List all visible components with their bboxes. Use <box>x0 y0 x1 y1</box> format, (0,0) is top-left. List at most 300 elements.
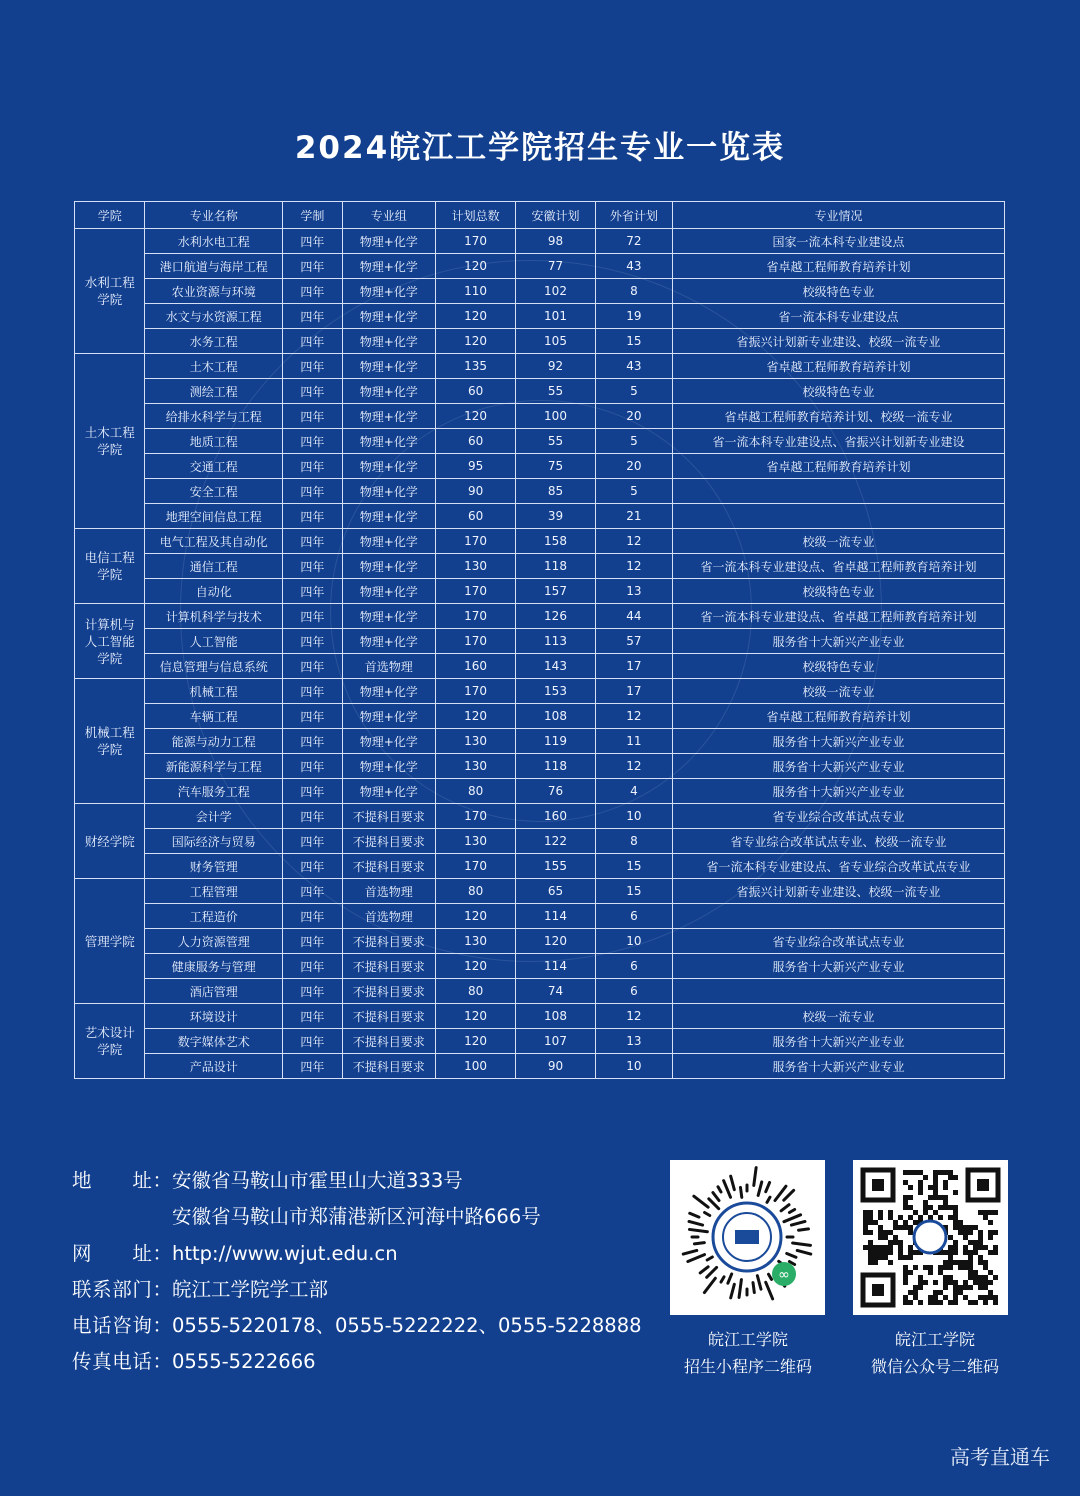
website-label: 网 址： <box>72 1241 172 1265</box>
qr-caption-line: 皖江工学院 <box>894 1330 975 1349</box>
cell-major: 财务管理 <box>145 854 283 879</box>
header-duration: 学制 <box>283 202 343 229</box>
cell-total-plan: 130 <box>435 729 515 754</box>
cell-anhui-plan: 143 <box>516 654 595 679</box>
cell-major-notes: 省专业综合改革试点专业、校级一流专业 <box>673 829 1005 854</box>
cell-other-province-plan: 19 <box>595 304 672 329</box>
cell-subject-group: 物理+化学 <box>342 779 435 804</box>
cell-total-plan: 120 <box>435 1029 515 1054</box>
cell-duration: 四年 <box>283 979 343 1004</box>
header-total-plan: 计划总数 <box>435 202 515 229</box>
cell-other-province-plan: 13 <box>595 1029 672 1054</box>
contact-info <box>72 1163 642 1381</box>
cell-major: 人工智能 <box>145 629 283 654</box>
cell-major: 水务工程 <box>145 329 283 354</box>
cell-major: 电气工程及其自动化 <box>145 529 283 554</box>
cell-major: 人力资源管理 <box>145 929 283 954</box>
cell-duration: 四年 <box>283 479 343 504</box>
cell-other-province-plan: 8 <box>595 829 672 854</box>
qr-caption-line: 招生小程序二维码 <box>683 1357 812 1376</box>
cell-anhui-plan: 113 <box>516 629 595 654</box>
cell-major-notes: 省一流本科专业建设点、省卓越工程师教育培养计划 <box>673 604 1005 629</box>
cell-duration: 四年 <box>283 929 343 954</box>
table-row <box>75 554 1005 579</box>
cell-duration: 四年 <box>283 579 343 604</box>
cell-total-plan: 95 <box>435 454 515 479</box>
cell-subject-group: 物理+化学 <box>342 729 435 754</box>
cell-other-province-plan: 44 <box>595 604 672 629</box>
cell-subject-group: 不提科目要求 <box>342 829 435 854</box>
cell-major-notes: 省一流本科专业建设点、省振兴计划新专业建设 <box>673 429 1005 454</box>
cell-other-province-plan: 5 <box>595 379 672 404</box>
table-row <box>75 979 1005 1004</box>
cell-total-plan: 120 <box>435 904 515 929</box>
table-row <box>75 479 1005 504</box>
cell-anhui-plan: 85 <box>516 479 595 504</box>
cell-major-notes: 校级特色专业 <box>673 579 1005 604</box>
cell-subject-group: 物理+化学 <box>342 454 435 479</box>
table-row <box>75 279 1005 304</box>
cell-major-notes: 国家一流本科专业建设点 <box>673 229 1005 254</box>
cell-subject-group: 物理+化学 <box>342 304 435 329</box>
cell-anhui-plan: 77 <box>516 254 595 279</box>
cell-subject-group: 不提科目要求 <box>342 1054 435 1079</box>
cell-major: 国际经济与贸易 <box>145 829 283 854</box>
cell-total-plan: 80 <box>435 879 515 904</box>
cell-other-province-plan: 72 <box>595 229 672 254</box>
table-row <box>75 604 1005 629</box>
cell-subject-group: 不提科目要求 <box>342 979 435 1004</box>
cell-college: 水利工程 学院 <box>75 229 145 354</box>
cell-anhui-plan: 39 <box>516 504 595 529</box>
cell-other-province-plan: 21 <box>595 504 672 529</box>
cell-anhui-plan: 160 <box>516 804 595 829</box>
cell-anhui-plan: 65 <box>516 879 595 904</box>
cell-total-plan: 90 <box>435 479 515 504</box>
cell-college: 机械工程 学院 <box>75 679 145 804</box>
table-row <box>75 454 1005 479</box>
table-row <box>75 529 1005 554</box>
cell-major-notes: 省卓越工程师教育培养计划 <box>673 704 1005 729</box>
cell-anhui-plan: 158 <box>516 529 595 554</box>
header-major: 专业名称 <box>145 202 283 229</box>
cell-major-notes: 服务省十大新兴产业专业 <box>673 629 1005 654</box>
table-row <box>75 379 1005 404</box>
header-other-province-plan: 外省计划 <box>595 202 672 229</box>
cell-major: 给排水科学与工程 <box>145 404 283 429</box>
cell-duration: 四年 <box>283 704 343 729</box>
table-row <box>75 804 1005 829</box>
cell-subject-group: 物理+化学 <box>342 679 435 704</box>
cell-total-plan: 170 <box>435 579 515 604</box>
cell-other-province-plan: 12 <box>595 529 672 554</box>
cell-college: 管理学院 <box>75 879 145 1004</box>
cell-duration: 四年 <box>283 854 343 879</box>
cell-major-notes <box>673 479 1005 504</box>
cell-anhui-plan: 122 <box>516 829 595 854</box>
cell-other-province-plan: 43 <box>595 354 672 379</box>
cell-anhui-plan: 114 <box>516 904 595 929</box>
cell-other-province-plan: 13 <box>595 579 672 604</box>
cell-anhui-plan: 74 <box>516 979 595 1004</box>
cell-subject-group: 不提科目要求 <box>342 1029 435 1054</box>
cell-major: 测绘工程 <box>145 379 283 404</box>
cell-total-plan: 120 <box>435 1004 515 1029</box>
cell-anhui-plan: 100 <box>516 404 595 429</box>
cell-major-notes: 服务省十大新兴产业专业 <box>673 954 1005 979</box>
cell-subject-group: 物理+化学 <box>342 704 435 729</box>
cell-total-plan: 120 <box>435 304 515 329</box>
cell-other-province-plan: 10 <box>595 929 672 954</box>
cell-total-plan: 60 <box>435 429 515 454</box>
cell-major-notes: 省振兴计划新专业建设、校级一流专业 <box>673 329 1005 354</box>
cell-total-plan: 100 <box>435 1054 515 1079</box>
cell-anhui-plan: 108 <box>516 1004 595 1029</box>
cell-major: 自动化 <box>145 579 283 604</box>
cell-anhui-plan: 118 <box>516 754 595 779</box>
cell-major-notes: 省卓越工程师教育培养计划 <box>673 354 1005 379</box>
table-row <box>75 1054 1005 1079</box>
cell-major: 土木工程 <box>145 354 283 379</box>
cell-other-province-plan: 15 <box>595 854 672 879</box>
cell-major: 会计学 <box>145 804 283 829</box>
cell-anhui-plan: 118 <box>516 554 595 579</box>
majors-table <box>74 201 1005 1079</box>
table-row <box>75 429 1005 454</box>
table-row <box>75 329 1005 354</box>
department-label: 联系部门： <box>72 1277 172 1301</box>
cell-major: 酒店管理 <box>145 979 283 1004</box>
cell-anhui-plan: 55 <box>516 429 595 454</box>
cell-duration: 四年 <box>283 1004 343 1029</box>
cell-duration: 四年 <box>283 329 343 354</box>
cell-other-province-plan: 6 <box>595 979 672 1004</box>
qr-caption-line: 微信公众号二维码 <box>870 1357 999 1376</box>
address-label: 地 址： <box>72 1169 172 1192</box>
cell-major: 能源与动力工程 <box>145 729 283 754</box>
cell-duration: 四年 <box>283 879 343 904</box>
cell-duration: 四年 <box>283 354 343 379</box>
cell-total-plan: 80 <box>435 979 515 1004</box>
cell-duration: 四年 <box>283 454 343 479</box>
cell-subject-group: 物理+化学 <box>342 354 435 379</box>
cell-subject-group: 物理+化学 <box>342 754 435 779</box>
mini-program-qr-caption <box>653 1326 843 1380</box>
cell-total-plan: 170 <box>435 854 515 879</box>
cell-duration: 四年 <box>283 954 343 979</box>
table-row <box>75 729 1005 754</box>
table-header-row <box>75 202 1005 229</box>
cell-total-plan: 170 <box>435 804 515 829</box>
cell-college: 财经学院 <box>75 804 145 879</box>
cell-major: 通信工程 <box>145 554 283 579</box>
cell-anhui-plan: 120 <box>516 929 595 954</box>
fax-number: 0555-5222666 <box>172 1350 316 1374</box>
cell-major-notes: 服务省十大新兴产业专业 <box>673 729 1005 754</box>
cell-subject-group: 不提科目要求 <box>342 929 435 954</box>
cell-major-notes: 服务省十大新兴产业专业 <box>673 1029 1005 1054</box>
website-link[interactable]: http://www.wjut.edu.cn <box>172 1241 398 1265</box>
address-2: 安徽省马鞍山市郑蒲港新区河海中路666号 <box>172 1205 541 1229</box>
cell-duration: 四年 <box>283 754 343 779</box>
cell-other-province-plan: 10 <box>595 804 672 829</box>
header-subject-group: 专业组 <box>342 202 435 229</box>
cell-anhui-plan: 76 <box>516 779 595 804</box>
cell-other-province-plan: 8 <box>595 279 672 304</box>
cell-subject-group: 物理+化学 <box>342 579 435 604</box>
cell-major-notes: 服务省十大新兴产业专业 <box>673 779 1005 804</box>
table-row <box>75 854 1005 879</box>
cell-subject-group: 物理+化学 <box>342 554 435 579</box>
cell-other-province-plan: 11 <box>595 729 672 754</box>
cell-duration: 四年 <box>283 629 343 654</box>
department: 皖江工学院学工部 <box>172 1277 329 1301</box>
cell-major: 机械工程 <box>145 679 283 704</box>
cell-duration: 四年 <box>283 654 343 679</box>
table-row <box>75 504 1005 529</box>
cell-major: 交通工程 <box>145 454 283 479</box>
cell-other-province-plan: 4 <box>595 779 672 804</box>
cell-subject-group: 首选物理 <box>342 654 435 679</box>
cell-duration: 四年 <box>283 679 343 704</box>
cell-major-notes: 省专业综合改革试点专业 <box>673 929 1005 954</box>
cell-total-plan: 60 <box>435 379 515 404</box>
cell-college: 土木工程 学院 <box>75 354 145 529</box>
cell-major-notes: 省专业综合改革试点专业 <box>673 804 1005 829</box>
cell-other-province-plan: 17 <box>595 654 672 679</box>
cell-anhui-plan: 114 <box>516 954 595 979</box>
cell-major: 水文与水资源工程 <box>145 304 283 329</box>
cell-major: 产品设计 <box>145 1054 283 1079</box>
cell-other-province-plan: 6 <box>595 904 672 929</box>
cell-total-plan: 120 <box>435 954 515 979</box>
cell-duration: 四年 <box>283 529 343 554</box>
cell-total-plan: 120 <box>435 329 515 354</box>
svg-text:∞: ∞ <box>778 1267 790 1283</box>
cell-other-province-plan: 12 <box>595 754 672 779</box>
cell-total-plan: 170 <box>435 229 515 254</box>
qr-caption-line: 皖江工学院 <box>707 1330 788 1349</box>
table-row <box>75 304 1005 329</box>
cell-duration: 四年 <box>283 829 343 854</box>
cell-major-notes: 服务省十大新兴产业专业 <box>673 754 1005 779</box>
cell-major-notes: 校级一流专业 <box>673 529 1005 554</box>
cell-total-plan: 170 <box>435 604 515 629</box>
cell-total-plan: 120 <box>435 704 515 729</box>
cell-total-plan: 120 <box>435 404 515 429</box>
cell-major: 健康服务与管理 <box>145 954 283 979</box>
cell-subject-group: 不提科目要求 <box>342 804 435 829</box>
cell-anhui-plan: 75 <box>516 454 595 479</box>
cell-major: 港口航道与海岸工程 <box>145 254 283 279</box>
cell-subject-group: 物理+化学 <box>342 429 435 454</box>
header-college: 学院 <box>75 202 145 229</box>
cell-other-province-plan: 12 <box>595 554 672 579</box>
cell-subject-group: 物理+化学 <box>342 479 435 504</box>
cell-major-notes <box>673 504 1005 529</box>
cell-duration: 四年 <box>283 429 343 454</box>
cell-major-notes: 省卓越工程师教育培养计划、校级一流专业 <box>673 404 1005 429</box>
phone-numbers: 0555-5220178、0555-5222222、0555-5228888 <box>172 1314 642 1338</box>
cell-major: 地质工程 <box>145 429 283 454</box>
cell-duration: 四年 <box>283 254 343 279</box>
cell-major: 环境设计 <box>145 1004 283 1029</box>
cell-other-province-plan: 20 <box>595 404 672 429</box>
cell-other-province-plan: 15 <box>595 879 672 904</box>
cell-total-plan: 135 <box>435 354 515 379</box>
cell-total-plan: 170 <box>435 529 515 554</box>
cell-anhui-plan: 105 <box>516 329 595 354</box>
fax-label: 传真电话： <box>72 1350 172 1374</box>
cell-major: 计算机科学与技术 <box>145 604 283 629</box>
cell-duration: 四年 <box>283 554 343 579</box>
cell-subject-group: 物理+化学 <box>342 329 435 354</box>
cell-subject-group: 首选物理 <box>342 904 435 929</box>
table-row <box>75 779 1005 804</box>
cell-major: 农业资源与环境 <box>145 279 283 304</box>
cell-duration: 四年 <box>283 604 343 629</box>
cell-major: 车辆工程 <box>145 704 283 729</box>
cell-duration: 四年 <box>283 1054 343 1079</box>
cell-anhui-plan: 55 <box>516 379 595 404</box>
cell-total-plan: 80 <box>435 779 515 804</box>
cell-subject-group: 物理+化学 <box>342 379 435 404</box>
table-row <box>75 829 1005 854</box>
table-row <box>75 1004 1005 1029</box>
wechat-qr-caption <box>840 1326 1030 1380</box>
cell-major-notes: 省一流本科专业建设点、省卓越工程师教育培养计划 <box>673 554 1005 579</box>
cell-subject-group: 不提科目要求 <box>342 954 435 979</box>
cell-college: 计算机与 人工智能 学院 <box>75 604 145 679</box>
cell-other-province-plan: 57 <box>595 629 672 654</box>
cell-major-notes: 校级特色专业 <box>673 379 1005 404</box>
table-row <box>75 929 1005 954</box>
table-row <box>75 629 1005 654</box>
cell-other-province-plan: 43 <box>595 254 672 279</box>
cell-duration: 四年 <box>283 504 343 529</box>
cell-subject-group: 不提科目要求 <box>342 854 435 879</box>
table-row <box>75 354 1005 379</box>
cell-subject-group: 物理+化学 <box>342 604 435 629</box>
cell-duration: 四年 <box>283 804 343 829</box>
cell-subject-group: 物理+化学 <box>342 504 435 529</box>
cell-total-plan: 130 <box>435 929 515 954</box>
cell-total-plan: 130 <box>435 829 515 854</box>
cell-total-plan: 130 <box>435 554 515 579</box>
cell-anhui-plan: 101 <box>516 304 595 329</box>
cell-major-notes: 校级特色专业 <box>673 654 1005 679</box>
cell-anhui-plan: 98 <box>516 229 595 254</box>
cell-other-province-plan: 12 <box>595 704 672 729</box>
cell-subject-group: 物理+化学 <box>342 229 435 254</box>
table-row <box>75 1029 1005 1054</box>
header-anhui-plan: 安徽计划 <box>516 202 595 229</box>
watermark: 高考直通车 <box>950 1445 1050 1469</box>
cell-subject-group: 首选物理 <box>342 879 435 904</box>
cell-duration: 四年 <box>283 304 343 329</box>
cell-anhui-plan: 157 <box>516 579 595 604</box>
cell-total-plan: 160 <box>435 654 515 679</box>
cell-duration: 四年 <box>283 229 343 254</box>
cell-major: 汽车服务工程 <box>145 779 283 804</box>
table-row <box>75 254 1005 279</box>
page-title: 2024皖江工学院招生专业一览表 <box>294 130 786 166</box>
cell-other-province-plan: 5 <box>595 479 672 504</box>
cell-duration: 四年 <box>283 779 343 804</box>
cell-major-notes: 省振兴计划新专业建设、校级一流专业 <box>673 879 1005 904</box>
table-row <box>75 679 1005 704</box>
cell-major: 信息管理与信息系统 <box>145 654 283 679</box>
cell-college: 艺术设计 学院 <box>75 1004 145 1079</box>
table-row <box>75 954 1005 979</box>
cell-subject-group: 物理+化学 <box>342 254 435 279</box>
table-row <box>75 704 1005 729</box>
address-1: 安徽省马鞍山市霍里山大道333号 <box>172 1169 463 1192</box>
wechat-official-account-qr-code <box>853 1160 1008 1315</box>
cell-total-plan: 170 <box>435 679 515 704</box>
table-row <box>75 229 1005 254</box>
cell-anhui-plan: 92 <box>516 354 595 379</box>
cell-major-notes: 校级一流专业 <box>673 1004 1005 1029</box>
header-major-notes: 专业情况 <box>673 202 1005 229</box>
cell-other-province-plan: 17 <box>595 679 672 704</box>
cell-major-notes <box>673 904 1005 929</box>
cell-subject-group: 物理+化学 <box>342 404 435 429</box>
table-row <box>75 404 1005 429</box>
cell-duration: 四年 <box>283 729 343 754</box>
cell-major-notes: 省一流本科专业建设点 <box>673 304 1005 329</box>
cell-total-plan: 130 <box>435 754 515 779</box>
cell-anhui-plan: 126 <box>516 604 595 629</box>
cell-other-province-plan: 5 <box>595 429 672 454</box>
table-row <box>75 579 1005 604</box>
cell-major: 数字媒体艺术 <box>145 1029 283 1054</box>
cell-subject-group: 物理+化学 <box>342 629 435 654</box>
cell-major-notes <box>673 979 1005 1004</box>
cell-anhui-plan: 155 <box>516 854 595 879</box>
cell-major: 安全工程 <box>145 479 283 504</box>
cell-major-notes: 校级特色专业 <box>673 279 1005 304</box>
table-row <box>75 654 1005 679</box>
mini-program-qr-code <box>670 1160 825 1315</box>
cell-duration: 四年 <box>283 279 343 304</box>
cell-major-notes: 校级一流专业 <box>673 679 1005 704</box>
table-row <box>75 879 1005 904</box>
cell-major-notes: 省卓越工程师教育培养计划 <box>673 454 1005 479</box>
cell-anhui-plan: 90 <box>516 1054 595 1079</box>
cell-duration: 四年 <box>283 1029 343 1054</box>
cell-other-province-plan: 20 <box>595 454 672 479</box>
cell-major: 新能源科学与工程 <box>145 754 283 779</box>
cell-other-province-plan: 12 <box>595 1004 672 1029</box>
cell-major-notes: 服务省十大新兴产业专业 <box>673 1054 1005 1079</box>
cell-anhui-plan: 119 <box>516 729 595 754</box>
cell-other-province-plan: 10 <box>595 1054 672 1079</box>
phone-label: 电话咨询： <box>72 1314 172 1338</box>
cell-duration: 四年 <box>283 404 343 429</box>
table-row <box>75 904 1005 929</box>
cell-major: 地理空间信息工程 <box>145 504 283 529</box>
cell-other-province-plan: 6 <box>595 954 672 979</box>
cell-anhui-plan: 102 <box>516 279 595 304</box>
cell-anhui-plan: 153 <box>516 679 595 704</box>
cell-college: 电信工程 学院 <box>75 529 145 604</box>
cell-subject-group: 物理+化学 <box>342 529 435 554</box>
cell-major: 水利水电工程 <box>145 229 283 254</box>
cell-other-province-plan: 15 <box>595 329 672 354</box>
cell-major: 工程造价 <box>145 904 283 929</box>
cell-duration: 四年 <box>283 904 343 929</box>
